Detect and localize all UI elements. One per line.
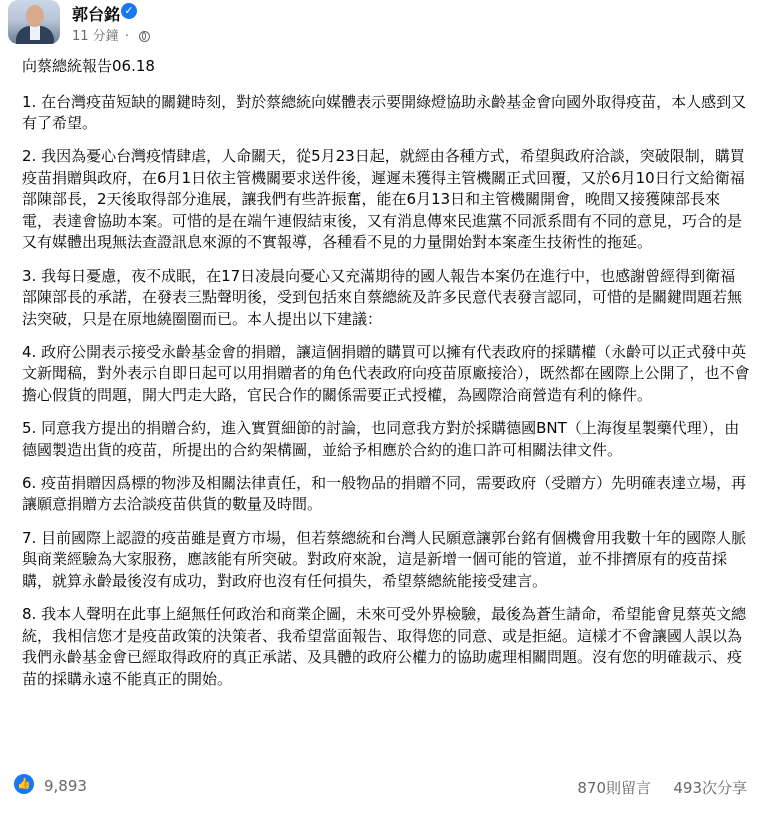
avatar-figure-face [26,5,44,27]
post-meta [72,25,150,44]
post-paragraph-4: 4. 政府公開表示接受永齡基金會的捐贈，讓這個捐贈的購買可以擁有代表政府的採購權（永齡可以正式發中英文新聞稿，對外表示自即日起可以用捐贈者的角色代表政府向疫苗原廠接洽），既然都在國際上公開了，也不會擔心假貨的問題，開大門走大路，官民合作的關係需要正式授權，為國際洽商營造有利的條件。 [22,342,750,404]
post-paragraph-7: 7. 目前國際上認證的疫苗雖是賣方市場，但若蔡總統和台灣人民願意讓郭台銘有個機會用我數十年的國際人脈與商業經驗為大家服務，應該能有所突破。對政府來說，這是新增一個可能的管道，並不排擠原有的疫苗採購，就算永齡最後沒有成功，對政府也沒有任何損失，希望蔡總統能接受建言。 [22,528,747,590]
post-paragraph-6: 6. 疫苗捐贈因爲標的物涉及相關法律責任，和一般物品的捐贈不同，需要政府（受贈方）先明確表達立場，再讓願意捐贈方去洽談疫苗供貨的數量及時間。 [22,473,747,514]
globe-icon[interactable] [139,31,150,42]
post-paragraph-5: 5. 同意我方提出的捐贈合約，進入實質細節的討論，也同意我方對於採購德國BNT（上海復星製藥代理），由德國製造出貨的疫苗，所提出的合約架構圖，並給予相應於合約的進口許可相關法律文件。 [22,419,740,459]
post-paragraph-8: 8. 我本人聲明在此事上絕無任何政治和商業企圖，未來可受外界檢驗，最後為蒼生請命，希望能會見蔡英文總統，我相信您才是疫苗政策的決策者、我希望當面報告、取得您的同意、或是拒絕。這樣才不會讓國人誤以為我們永齡基金會已經取得政府的真正承諾、及具體的政府公權力的協助處理相關問題。沒有您的明確裁示、疫苗的採購永遠不能真正的開始。 [22,605,747,688]
post-footer [0,768,765,808]
post-body [22,56,750,702]
post-paragraph-3: 3. 我每日憂慮，夜不成眠，在17日凌晨向憂心又充滿期待的國人報告本案仍在進行中，也感謝曾經得到衛福部陳部長的承諾，在發表三點聲明後，受到包括來自蔡總統及許多民意代表發言認同，可惜的是關鍵問題若無法突破，只是在原地繞圈圈而已。本人提出以下建議： [22,266,743,328]
reactions-count[interactable]: 9,893 [44,777,87,795]
verified-badge-icon: ✓ [121,3,137,19]
post-timestamp[interactable]: 11 分鐘 [72,29,119,44]
avatar-figure-shirt [30,26,40,40]
post-paragraph-1: 1. 在台灣疫苗短缺的關鍵時刻，對於蔡總統向媒體表示要開綠燈協助永齡基金會向國外取得疫苗，本人感到又有了希望。 [22,92,747,132]
post-paragraph-2: 2. 我因為憂心台灣疫情肆虐，人命關天，從5月23日起，就經由各種方式，希望與政府洽談，突破限制，購買疫苗捐贈與政府，在6月1日依主管機關要求送件後，遲遲未獲得主管機關正式回覆，又於6月10日行文給衛福部陳部長，2天後取得部分進展，讓我們有些許振奮，能在6月13日和主管機關開會，晚間又接獲陳部長來電，表達會協助本案。可惜的是在端午連假結束後，又有消息傳來民進黨不同派系間有不同的意見，巧合的是又有媒體出現無法查證訊息來源的不實報導，各種看不見的力量開始對本案產生技術性的拖延。 [22,147,745,252]
shares-count[interactable]: 493次分享 [673,779,747,797]
post-header [0,0,765,48]
meta-separator: · [124,29,129,44]
post-title: 向蔡總統報告06.18 [22,57,155,75]
comments-count[interactable]: 870則留言 [577,779,651,797]
thumbs-up-icon[interactable]: 👍 [14,774,34,794]
author-name[interactable]: 郭台銘 [72,5,121,24]
author-avatar[interactable] [8,0,60,44]
